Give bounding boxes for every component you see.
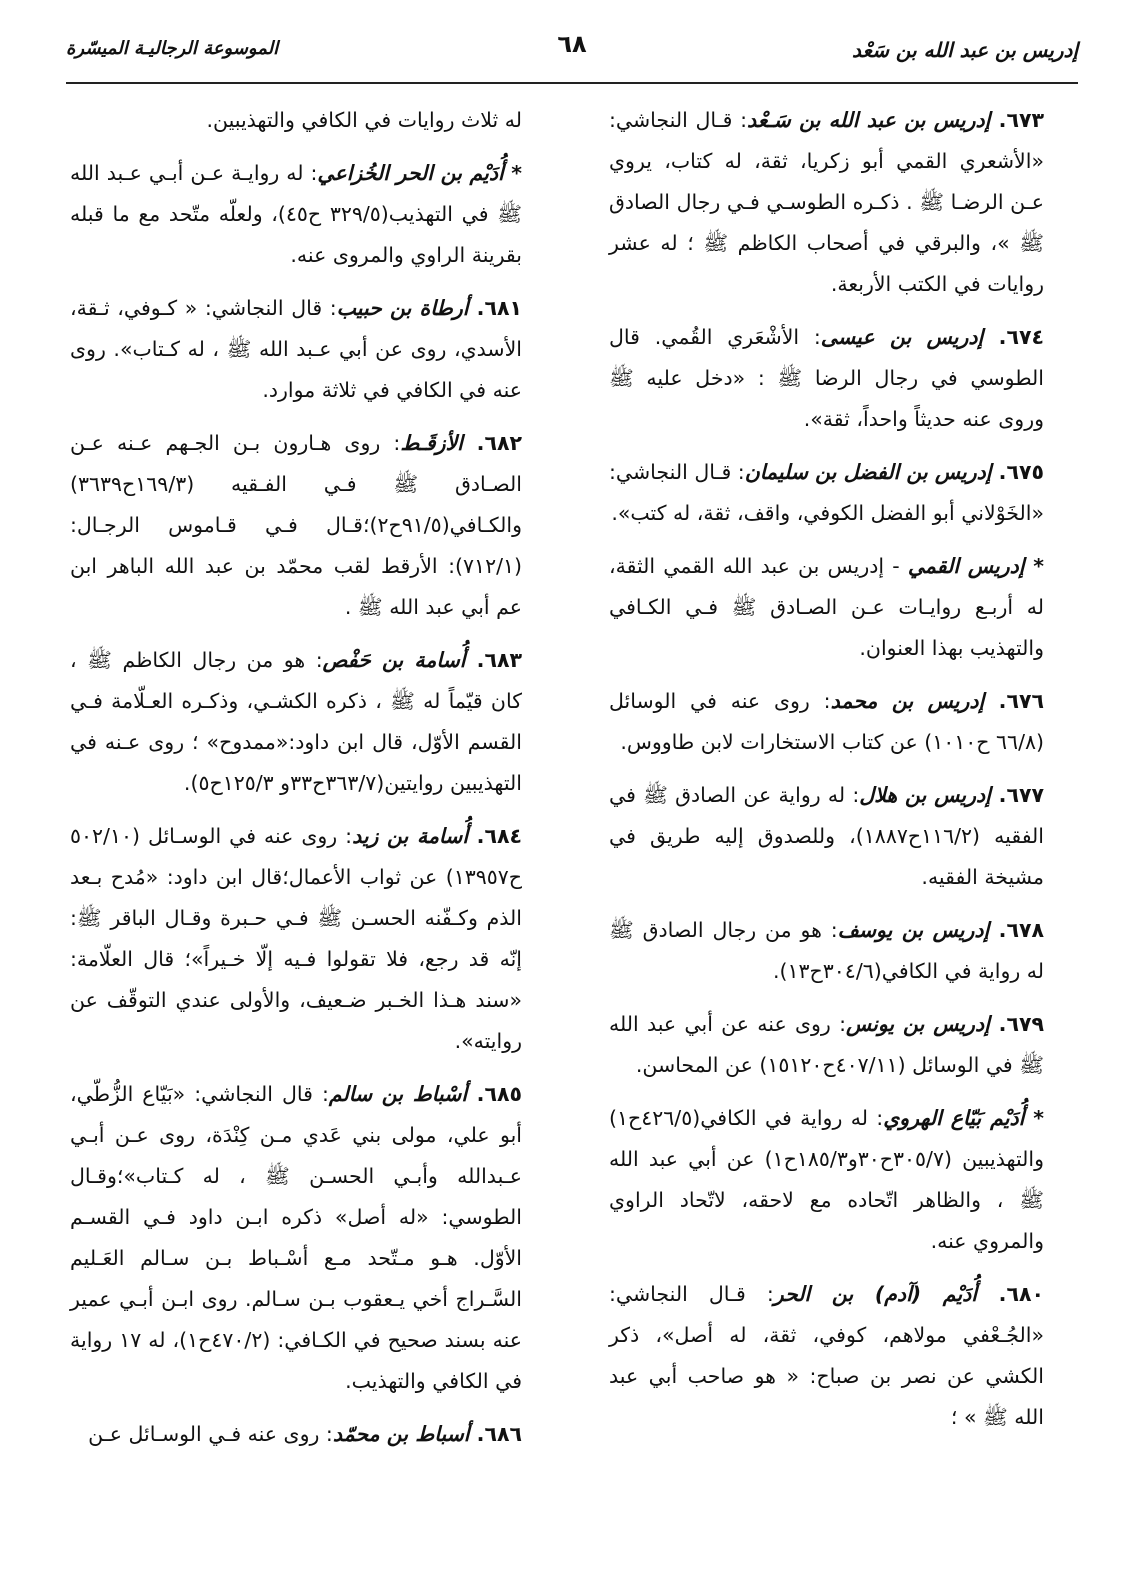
entry-name: إدريس القمي [907, 554, 1025, 578]
header-entry-title: إدريس بن عبد الله بن سَعْد [852, 38, 1078, 62]
entry-text: - إدريس بن عبد الله القمي الثقة، له أربـع روايـات عـن الصـادق ﷺ فـي الكـافي والتهذيب بهذا العنوان. [609, 554, 1044, 660]
entry [609, 1004, 1044, 1086]
entry [609, 546, 1044, 669]
entry-text: : روى عنه في الوسـائل (٥٠٢/١٠ ح١٣٩٥٧) عن ثواب الأعمال؛قال ابن داود: «مُدح بـعد الذم وكـفّنه الحسـن ﷺ فـي حـبرة وقـال الباقر ﷺ: إنّه قد رجع، فلا تقولوا فـيه إلّا خـيراً»؛ قال العلّامة: «سند هـذا الخـبر ضـعيف، والأولى عندي التوقّف عن روايته». [70, 824, 522, 1053]
entry-text: : هو من رجال الكاظم ﷺ ، كان قيّماً له ﷺ ، ذكره الكشـي، وذكـره العـلّامة فـي القسم الأوّل، قال ابن داود:«ممدوح» ؛ روى عـنه في التهذيبين روايتين(٣٦٣/٧ح٣٣و ١٢٥/٣ح٥). [70, 648, 522, 795]
entry-text: : قـال النجاشي: «الخَوْلاني أبو الفضل الكوفي، واقف، ثقة، له كتب». [609, 460, 1044, 525]
entry-text: : روى هـارون بـن الجـهم عـنه عـن الصـادق ﷺ فـي الفـقيه (١٦٩/٣ح٣٦٣٩) والكـافي(٩١/٥ح٢)؛قـال فـي قـاموس الرجـال: (٧١٢/١): الأرقط لقب محمّد بن عبد الله الباهر ابن عم أبي عبد الله ﷺ . [70, 431, 522, 619]
entry-text: : روى عنه فـي الوسـائل عـن [88, 1422, 333, 1446]
entry [609, 681, 1044, 763]
entry-number: ٦٧٥. [991, 460, 1044, 484]
entry-number: ٦٨٥. [467, 1082, 522, 1106]
page-number: ٦٨ [557, 30, 587, 58]
left-column [70, 100, 522, 1467]
entry [609, 100, 1044, 305]
page-header [66, 28, 1078, 78]
entry-text: : له رواية عن الصادق ﷺ في الفقيه (١١٦/٢ح١٨٨٧)، وللصدوق إليه طريق في مشيخة الفقيه. [609, 783, 1045, 889]
entry [609, 775, 1044, 898]
entry-name: أُسامة بن حَفْص [322, 648, 466, 672]
entry-name: أسباط بن محمّد [332, 1422, 470, 1446]
entry [70, 153, 522, 276]
entry [70, 1414, 522, 1455]
entry [70, 288, 522, 411]
entry-number: ٦٨٢. [462, 431, 522, 455]
entry-text: : هو من رجال الصادق ﷺ له رواية في الكافي(٣٠٤/٦ح١٣). [609, 918, 1044, 983]
entry-name: إدريس بن عيسى [820, 325, 984, 349]
entry-name: إدريس بن عبد الله بن سَـعْد [746, 108, 991, 132]
entry-number: ٦٨٤. [468, 824, 522, 848]
entry [70, 423, 522, 628]
entry-number: ٦٧٧. [990, 783, 1044, 807]
entry-name: الأزقَـط [400, 431, 463, 455]
entry-name: إدريس بن محمد [830, 689, 985, 713]
entry-text: : روى عنه في الوسائل (٦٦/٨ ح١٠١٠) عن كتاب الاستخارات لابن طاووس. [609, 689, 1044, 754]
right-column [609, 100, 1044, 1450]
entry-number: ٦٨٠. [976, 1282, 1044, 1306]
entry-number: ٦٨٦. [469, 1422, 522, 1446]
entry-name: أسْباط بن سالم [328, 1082, 468, 1106]
entry-text: : له رواية في الكافي(٤٢٦/٥ح١) والتهذيبين (٣٠٥/٧ح٣٠و١٨٥/٣ح١) عن أبي عبد الله ﷺ ، والظاهر اتّحاده مع لاحقه، لاتّحاد الراوي والمروي عنه. [609, 1106, 1044, 1253]
entry-text: : قال النجاشي: « كـوفي، ثـقة، الأسدي، روى عن أبي عـبد الله ﷺ ، له كـتاب». روى عنه في الكافي في ثلاثة موارد. [70, 296, 522, 402]
entry-text: : روى عنه عن أبي عبد الله ﷺ في الوسائل (٤٠٧/١١ح١٥١٢٠) عن المحاسن. [609, 1012, 1044, 1077]
entry-number: * [1024, 554, 1044, 578]
entry [70, 816, 522, 1062]
entry-number: ٦٨١. [468, 296, 522, 320]
entry-name: أُدَيْم بَيّاع الهروي [883, 1106, 1025, 1130]
entry-number: ٦٧٩. [989, 1012, 1045, 1036]
entry [609, 317, 1044, 440]
entry-text: له ثلاث روايات في الكافي والتهذيبين. [206, 108, 522, 132]
entry-name: أرطاة بن حبيب [336, 296, 469, 320]
entry-number: ٦٨٣. [465, 648, 522, 672]
entry-text: : قال النجاشي: «بَيّاع الزُّطّي، أبو علي، مولى بني عَدي مـن كِنْدَة، روى عـن أبـي عـبدالله وأبـي الحسـن ﷺ ، له كـتاب»؛وقـال الطوسي: «له أصل» ذكره ابـن داود فـي القسـم الأوّل. هـو مـتّحد مـع أسْـباط بـن سـالم العَـليم السَّـراج أخي يـعقوب بـن سـالم. روى ابـن أبـي عمير عنه بسند صحيح في الكـافي: (٤٧٠/٢ح١)، له ١٧ رواية في الكافي والتهذيب. [70, 1082, 523, 1393]
entry-name: إدريس بن يوسف [837, 918, 990, 942]
entry-number: ٦٧٤. [983, 325, 1044, 349]
entry-name: أُدَيْم (آدم) بن الحر [773, 1282, 977, 1306]
entry-name: إدريس بن يونس [845, 1012, 990, 1036]
entry [609, 1274, 1044, 1438]
entry-name: إدريس بن هلال [859, 783, 991, 807]
entry [70, 100, 522, 141]
entry-text: : الأشْعَري القُمي. قال الطوسي في رجال الرضا ﷺ : «دخل عليه ﷺ وروى عنه حديثاً واحداً، ثقة». [609, 325, 1044, 431]
entry-text: : له روايـة عـن أبـي عـبد الله ﷺ في التهذيب(٣٢٩/٥ ح٤٥)، ولعلّه متّحد مع ما قبله بقرينة الراوي والمروى عنه. [70, 161, 522, 267]
header-book-title: الموسوعة الرجاليـة الميسّرة [66, 38, 279, 59]
entry-number: ٦٧٦. [984, 689, 1044, 713]
entry-number: ٦٧٣. [990, 108, 1044, 132]
entry [609, 1098, 1044, 1262]
entry [70, 640, 522, 804]
entry [609, 452, 1044, 534]
entry-name: أُدَيْم بن الحر الخُزاعي [317, 161, 504, 185]
entry-name: أُسامة بن زيد [352, 824, 469, 848]
entry-number: * [1024, 1106, 1044, 1130]
entry-text: : قـال النجاشي: «الأشعري القمي أبو زكريا، ثقة، له كتاب، يروي عـن الرضـا ﷺ . ذكـره الطوسـي فـي رجال الصادق ﷺ »، والبرقي في أصحاب الكاظم ﷺ ؛ له عشر روايات في الكتب الأربعة. [609, 108, 1044, 296]
entry-number: ٦٧٨. [989, 918, 1044, 942]
header-rule [66, 82, 1078, 84]
entry-text: : قـال النجاشي: «الجُـعْفي مولاهم، كوفي، ثقة، له أصل»، ذكر الكشي عن نصر بن صباح: « هو صاحب أبي عبد الله ﷺ » ؛ [609, 1282, 1044, 1429]
entry [609, 910, 1044, 992]
entry-number: * [503, 161, 522, 185]
entry-name: إدريس بن الفضل بن سليمان [744, 460, 992, 484]
entry [70, 1074, 522, 1402]
